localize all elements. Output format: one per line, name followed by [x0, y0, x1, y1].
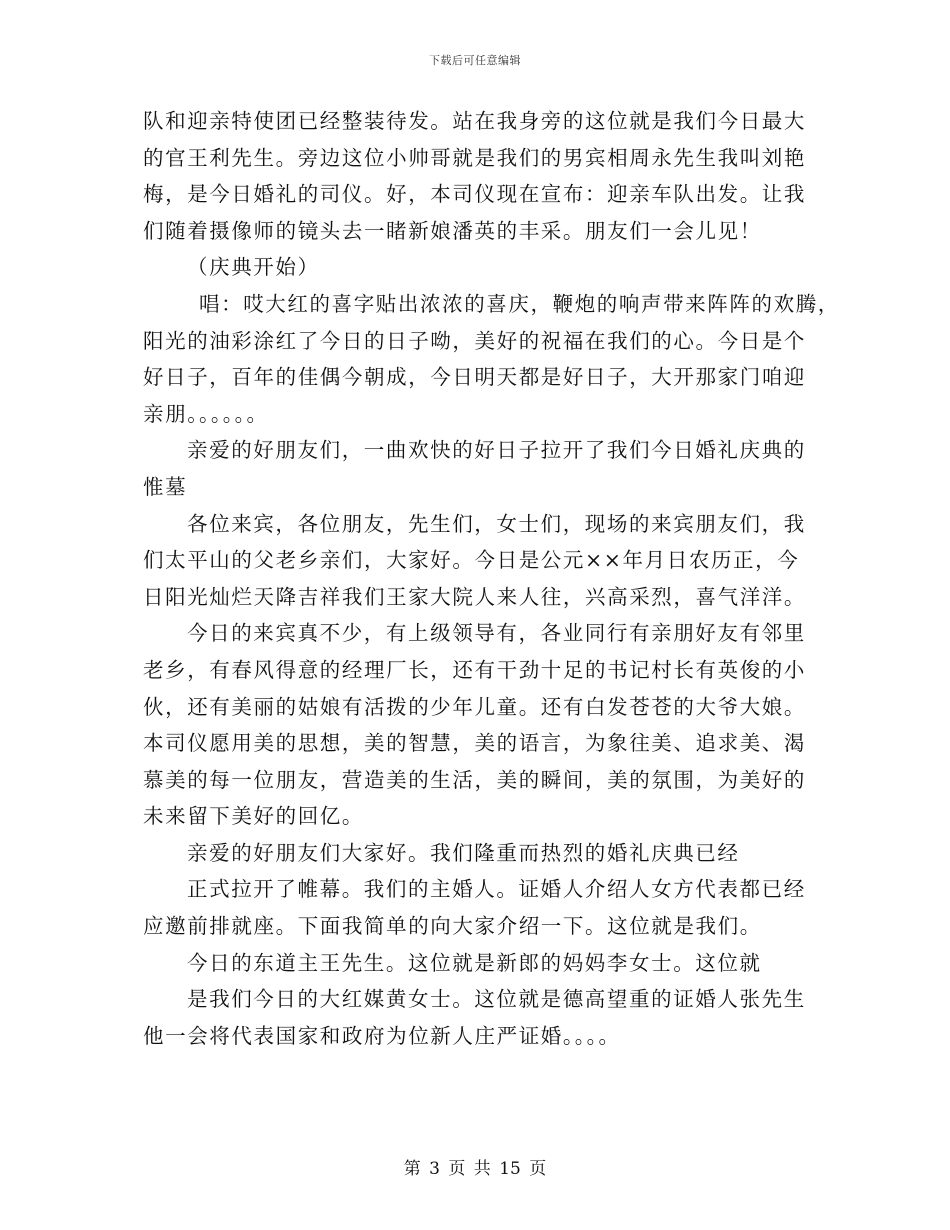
paragraph-line: 今日的来宾真不少，有上级领导有，各业同行有亲朋好友有邻里 [187, 621, 806, 646]
paragraph-line: 应邀前排就座。下面我简单的向大家介绍一下。这位就是我们。 [143, 914, 762, 939]
paragraph-line: 本司仪愿用美的思想，美的智慧，美的语言，为象往美、追求美、渴 [143, 731, 806, 756]
paragraph-line: 老乡，有春风得意的经理厂长，还有干劲十足的书记村长有英俊的小 [143, 657, 806, 682]
paragraph-line: 亲朋。。。。。。 [143, 401, 269, 426]
document-body [143, 103, 840, 1054]
paragraph-line: 今日的东道主王先生。这位就是新郎的妈妈李女士。这位就 [187, 950, 762, 975]
paragraph-line: 阳光的油彩涂红了今日的日子呦，美好的祝福在我们的心。今日是个 [143, 328, 806, 353]
paragraph-line: 们随着摄像师的镜头去一睹新娘潘英的丰采。朋友们一会儿见！ [143, 218, 762, 243]
paragraph-line: 队和迎亲特使团已经整装待发。站在我身旁的这位就是我们今日最大 [143, 109, 806, 133]
paragraph-line: 正式拉开了帷幕。我们的主婚人。证婚人介绍人女方代表都已经 [187, 877, 806, 902]
paragraph-line: 亲爱的好朋友们大家好。我们隆重而热烈的婚礼庆典已经 [187, 840, 740, 865]
section-marker: （庆典开始） [187, 255, 320, 280]
paragraph-line: 唱：哎大红的喜字贴出浓浓的喜庆，鞭炮的响声带来阵阵的欢腾， [199, 291, 840, 316]
paragraph-line: 是我们今日的大红媒黄女士。这位就是德高望重的证婚人张先生 [187, 987, 806, 1012]
paragraph-line: 们太平山的父老乡亲们，大家好。今日是公元××年月日农历正，今 [143, 548, 800, 573]
paragraph-line: 伙，还有美丽的姑娘有活拨的少年儿童。还有白发苍苍的大爷大娘。 [143, 694, 806, 719]
page-header: 下载后可任意编辑 [429, 54, 521, 67]
paragraph-line: 未来留下美好的回亿。 [143, 804, 364, 829]
paragraph-line: 慕美的每一位朋友，营造美的生活，美的瞬间，美的氛围，为美好的 [143, 767, 806, 792]
paragraph-line: 他一会将代表国家和政府为位新人庄严证婚。。。。 [143, 1023, 621, 1048]
paragraph-line: 好日子，百年的佳偶今朝成，今日明天都是好日子，大开那家门咱迎 [143, 365, 806, 390]
page-number-footer: 第 3 页 共 15 页 [403, 1159, 547, 1179]
paragraph-line: 惟墓 [143, 474, 188, 499]
paragraph-line: 的官王利先生。旁边这位小帅哥就是我们的男宾相周永先生我叫刘艳 [143, 145, 806, 170]
paragraph-line: 亲爱的好朋友们，一曲欢快的好日子拉开了我们今日婚礼庆典的 [187, 438, 806, 463]
paragraph-line: 各位来宾，各位朋友，先生们，女士们，现场的来宾朋友们，我 [187, 511, 806, 536]
paragraph-line: 梅，是今日婚礼的司仪。好，本司仪现在宣布：迎亲车队出发。让我 [143, 182, 806, 207]
paragraph-line: 日阳光灿烂天降吉祥我们王家大院人来人往，兴高采烈，喜气洋洋。 [143, 584, 806, 609]
